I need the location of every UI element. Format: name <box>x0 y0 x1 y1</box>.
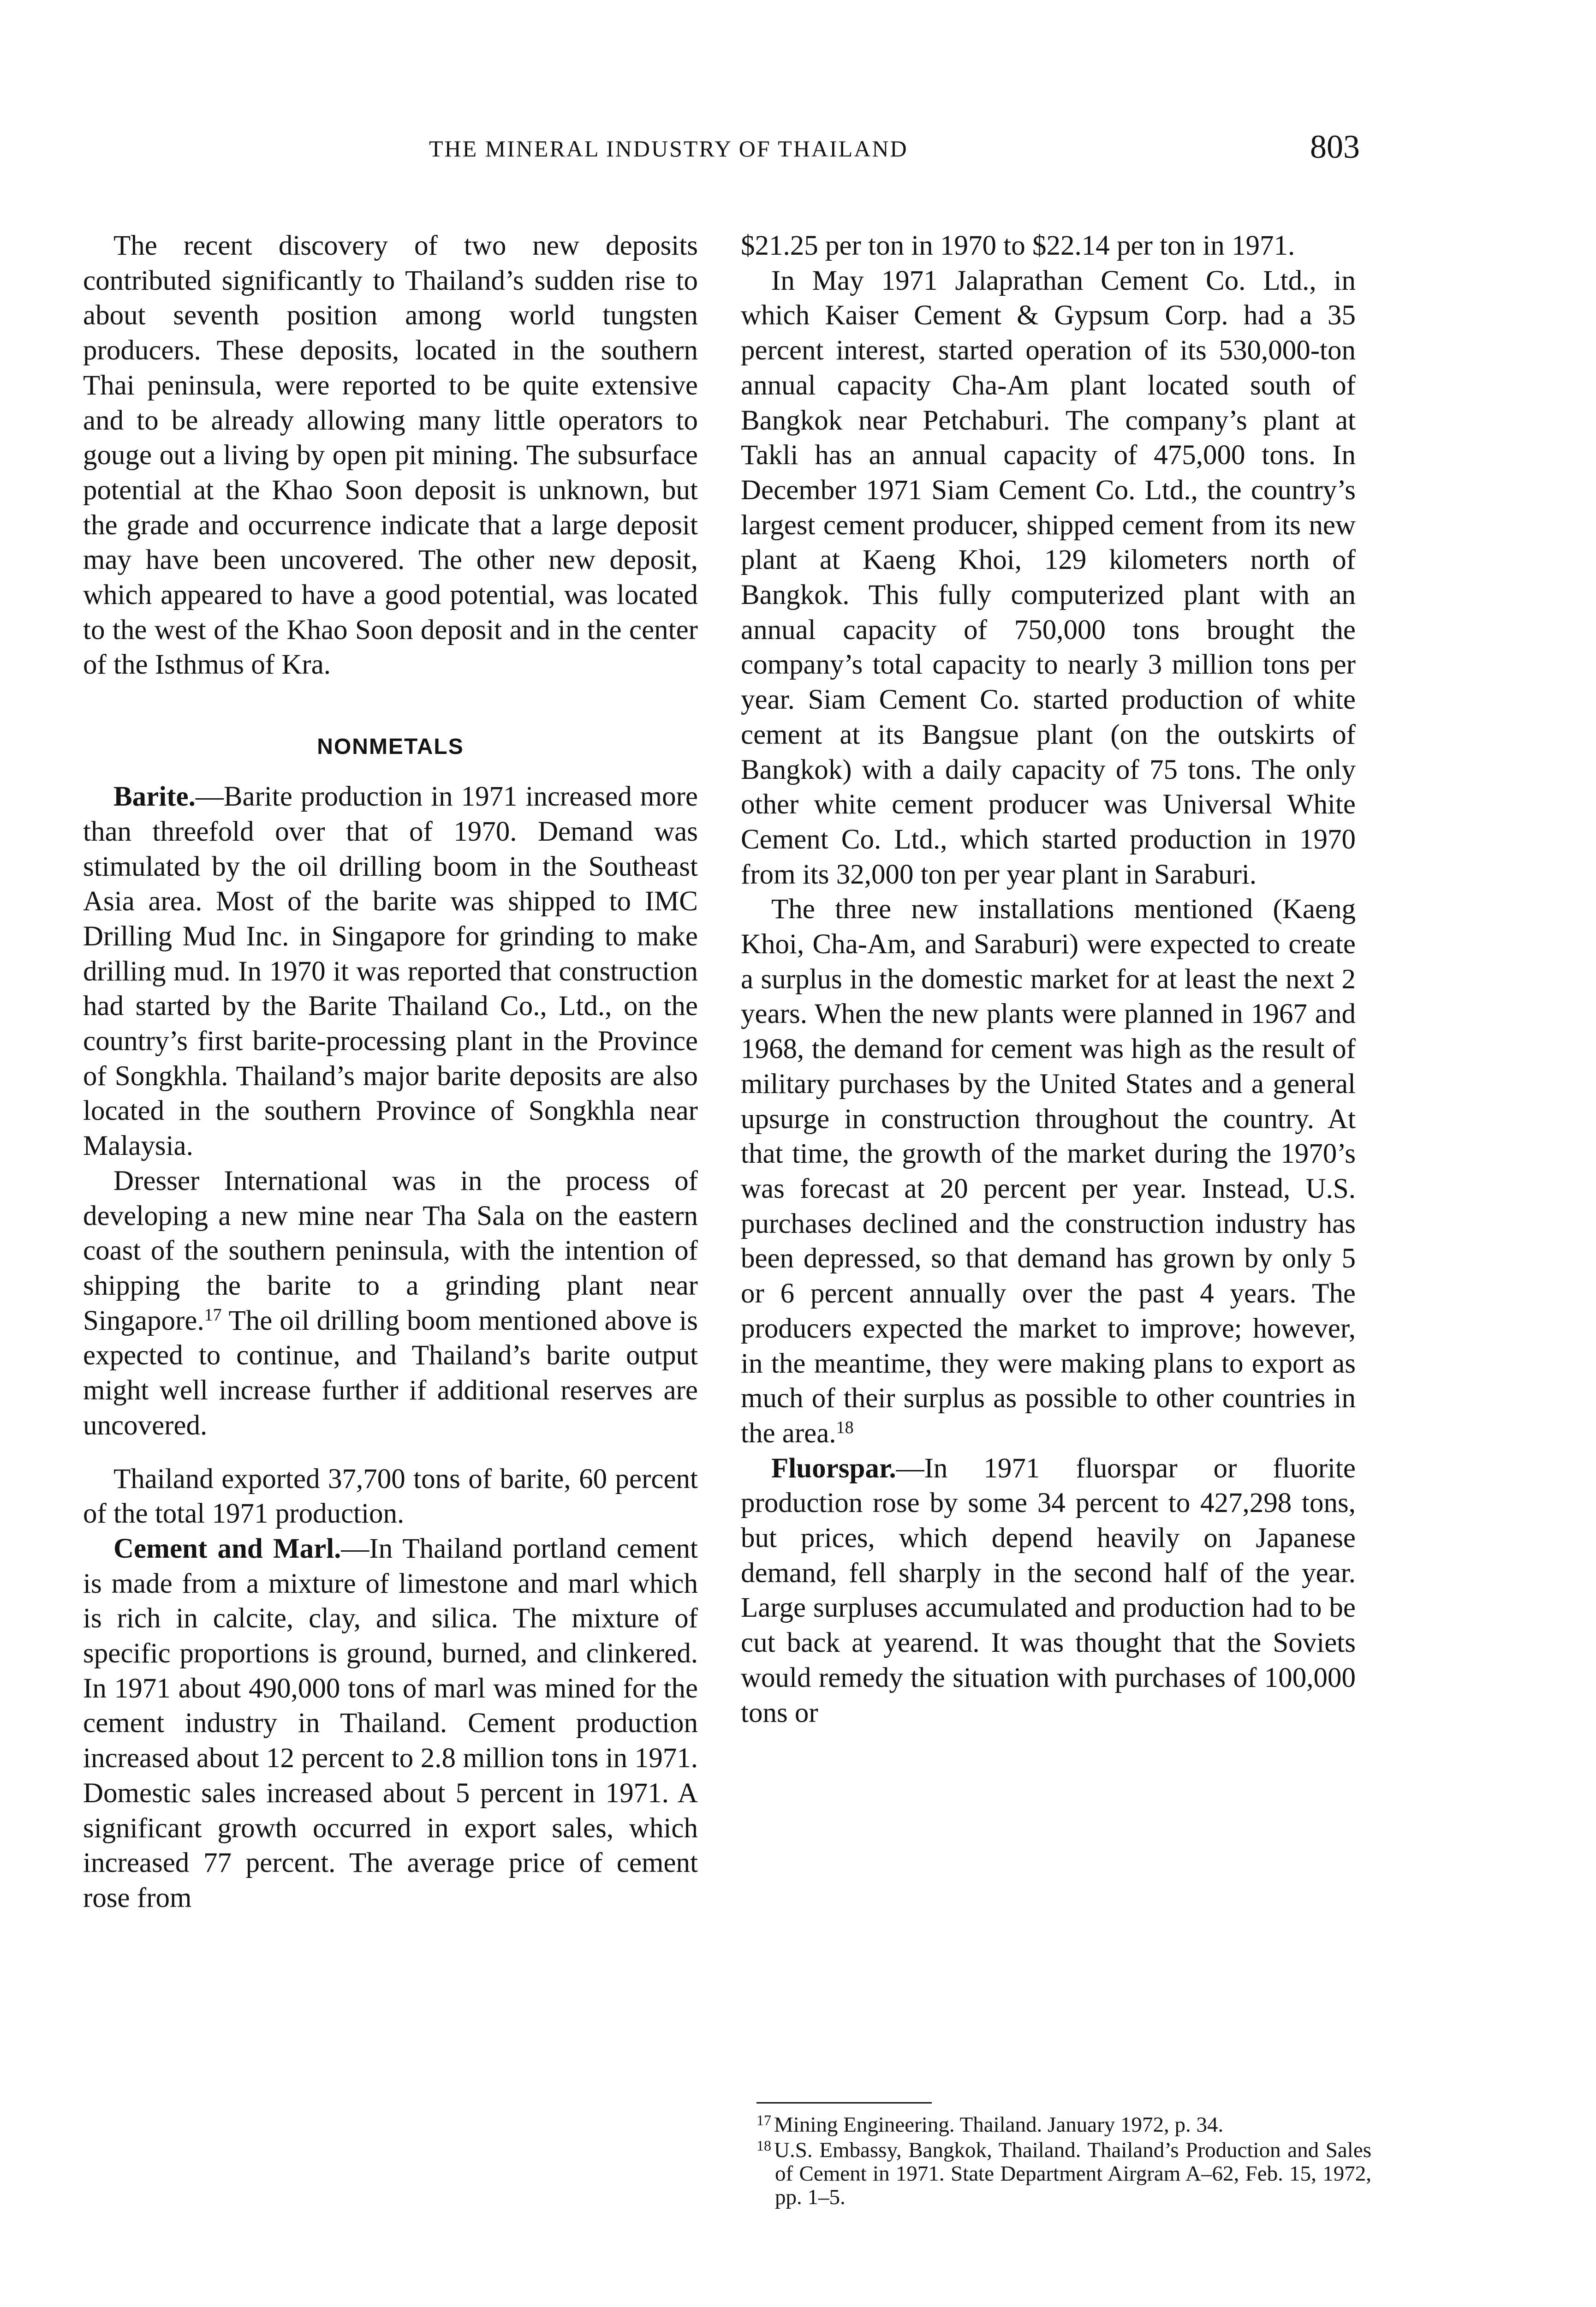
fluorspar-run-in-heading: Fluorspar. <box>771 1452 896 1484</box>
running-title: THE MINERAL INDUSTRY OF THAILAND <box>429 136 908 161</box>
barite-paragraph-2-text-b: The oil drilling boom mentioned above is expected to continue, and Thailand’s barite output might well increase further if additional reserves are uncovered. <box>83 1305 698 1441</box>
right-column <box>741 228 1356 1730</box>
fluorspar-paragraph-text: —In 1971 fluorspar or fluorite production rose by some 34 percent to 427,298 tons, but prices, which depend heavily on Japanese demand, fell sharply in the second half of the year. Large surpluses accumulated and production had to be cut back at yearend. It was thought that the Soviets would remedy the situation with purchases of 100,000 tons or <box>741 1452 1356 1728</box>
footnote-number: 18 <box>756 2137 771 2154</box>
cement-paragraph-1-text: —In Thailand portland cement is made from a mixture of limestone and marl which is rich in calcite, clay, and silica. The mixture of specific proportions is ground, burned, and clinkered. In 1971 about 490,000 tons of marl was mined for the cement industry in Thailand. Cement production increased about 12 percent to 2.8 million tons in 1971. Domestic sales increased about 5 percent in 1971. A significant growth occurred in export sales, which increased 77 percent. The average price of cement rose from <box>83 1533 698 1913</box>
tungsten-paragraph: The recent discovery of two new deposits contributed significantly to Thailand’s sudden rise to about seventh position among world tungsten producers. These deposits, located in the southern Thai peninsula, were reported to be quite extensive and to be already allowing many little operators to gouge out a living by open pit mining. The subsurface potential at the Khao Soon deposit is unknown, but the grade and occurrence indicate that a large deposit may have been uncovered. The other new deposit, which appeared to have a good potential, was located to the west of the Khao Soon deposit and in the center of the Isthmus of Kra. <box>83 230 698 681</box>
barite-paragraph-1 <box>83 779 698 1164</box>
page-number: 803 <box>1310 128 1360 165</box>
footnote-ref-18: 18 <box>836 1417 854 1437</box>
footnote-number: 17 <box>756 2112 771 2128</box>
fluorspar-paragraph <box>741 1451 1356 1731</box>
barite-paragraph-3: Thailand exported 37,700 tons of barite, 60 percent of the total 1971 production. <box>83 1463 698 1530</box>
section-heading-nonmetals: NONMETALS <box>317 735 464 759</box>
barite-paragraph-1-text: —Barite production in 1971 increased more than threefold over that of 1970. Demand was stimulated by the oil drilling boom in the Southeast Asia area. Most of the barite was shipped to IMC Drilling Mud Inc. in Singapore for grinding to make drilling mud. In 1970 it was reported that construction had started by the Barite Thailand Co., Ltd., on the country’s first barite-processing plant in the Province of Songkhla. Thailand’s major barite deposits are also located in the southern Province of Songkhla near Malaysia. <box>83 781 698 1162</box>
footnotes <box>756 2113 1371 2211</box>
footnote-17 <box>756 2113 1371 2137</box>
footnote-divider <box>756 2102 932 2104</box>
barite-run-in-heading: Barite. <box>113 781 196 813</box>
footnote-text: U.S. Embassy, Bangkok, Thailand. Thailand’s Production and Sales of Cement in 1971. State Department Airgram A–62, Feb. 15, 1972, pp. 1–5. <box>774 2138 1371 2209</box>
cement-paragraph-continuation: $21.25 per ton in 1970 to $22.14 per ton in 1971. <box>741 230 1295 261</box>
barite-paragraph-2-text-a: Dresser International was in the process of developing a new mine near Tha Sala on the eastern coast of the southern peninsula, with the intention of shipping the barite to a grinding plant near Singapore. <box>83 1165 698 1336</box>
cement-paragraph-3 <box>741 892 1356 1451</box>
footnote-18 <box>756 2139 1371 2209</box>
footnote-ref-17: 17 <box>204 1305 222 1325</box>
cement-run-in-heading: Cement and Marl. <box>113 1533 341 1564</box>
footnote-text: Mining Engineering. Thailand. January 1972, p. 34. <box>774 2113 1224 2137</box>
cement-paragraph-1 <box>83 1531 698 1916</box>
cement-paragraph-3-text: The three new installations mentioned (Kaeng Khoi, Cha-Am, and Saraburi) were expected to create a surplus in the domestic market for at least the next 2 years. When the new plants were planned in 1967 and 1968, the demand for cement was high as the result of military purchases by the United States and a general upsurge in construction throughout the country. At that time, the growth of the market during the 1970’s was forecast at 20 percent per year. Instead, U.S. purchases declined and the construction industry has been depressed, so that demand has grown by only 5 or 6 percent annually over the past 4 years. The producers expected the market to improve; however, in the meantime, they were making plans to export as much of their surplus as possible to other countries in the area. <box>741 894 1356 1449</box>
left-column <box>83 228 698 1916</box>
barite-paragraph-2 <box>83 1164 698 1443</box>
cement-paragraph-2: In May 1971 Jalaprathan Cement Co. Ltd., in which Kaiser Cement & Gypsum Corp. had a 35 percent interest, started operation of its 530,000-ton annual capacity Cha-Am plant located south of Bangkok near Petchaburi. The company’s plant at Takli has an annual capacity of 475,000 tons. In December 1971 Siam Cement Co. Ltd., the country’s largest cement producer, shipped cement from its new plant at Kaeng Khoi, 129 kilometers north of Bangkok. This fully computerized plant with an annual capacity of 750,000 tons brought the company’s total capacity to nearly 3 million tons per year. Siam Cement Co. started production of white cement at its Bangsue plant (on the outskirts of Bangkok) with a daily capacity of 75 tons. The only other white cement producer was Universal White Cement Co. Ltd., which started production in 1970 from its 32,000 ton per year plant in Saraburi. <box>741 265 1356 890</box>
